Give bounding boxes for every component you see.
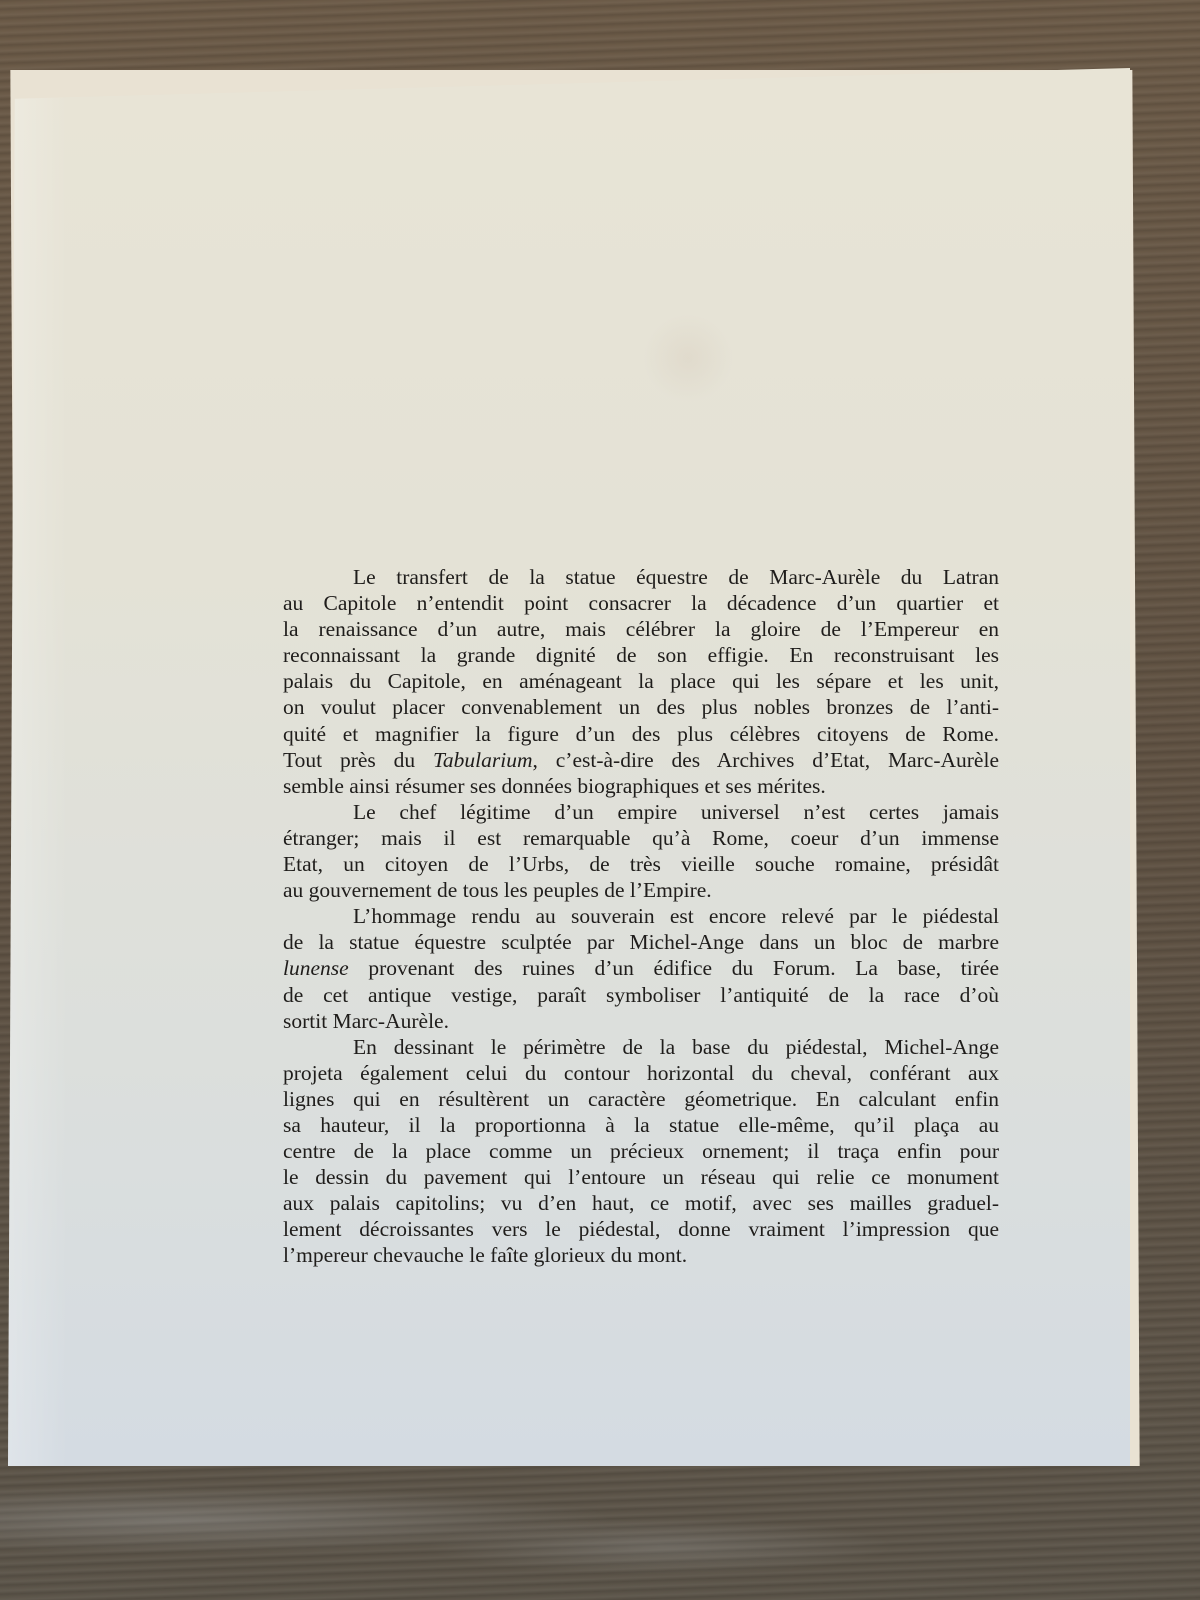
text-line: reconnaissant la grande dignité de son effigie. En reconstruisant les bbox=[283, 643, 999, 668]
text-line: lignes qui en résultèrent un caractère géometrique. En calculant enfin bbox=[283, 1086, 999, 1111]
text-line: au gouvernement de tous les peuples de l’Empire. bbox=[283, 878, 712, 903]
text-line: projeta également celui du contour horizontal du cheval, conférant aux bbox=[283, 1060, 999, 1085]
text-line: lement décroissantes vers le piédestal, donne vraiment l’impression que bbox=[283, 1217, 999, 1242]
text-line: quité et magnifier la figure d’un des plus célèbres citoyens de Rome. bbox=[283, 721, 999, 746]
text-line: la renaissance d’un autre, mais célébrer la gloire de l’Empereur en bbox=[283, 617, 999, 642]
text-line: lunense provenant des ruines d’un édifice du Forum. La base, tirée bbox=[283, 956, 999, 981]
text-line: palais du Capitole, en aménageant la place qui les sépare et les unit, bbox=[283, 669, 999, 694]
italic-term: lunense bbox=[283, 956, 349, 981]
text-line: étranger; mais il est remarquable qu’à Rome, coeur d’un immense bbox=[283, 825, 999, 850]
wooden-table-background bbox=[0, 1466, 1200, 1600]
text-line: on voulut placer convenablement un des plus nobles bronzes de l’anti- bbox=[283, 695, 999, 720]
text-line: au Capitole n’entendit point consacrer la décadence d’un quartier et bbox=[283, 591, 999, 616]
text-line: Le chef légitime d’un empire universel n’est certes jamais bbox=[353, 799, 999, 824]
text-line: semble ainsi résumer ses données biographiques et ses mérites. bbox=[283, 773, 826, 798]
text-line: centre de la place comme un précieux ornement; il traça enfin pour bbox=[283, 1139, 999, 1164]
paragraph bbox=[283, 903, 999, 1033]
text-line: le dessin du pavement qui l’entoure un réseau qui relie ce monument bbox=[283, 1165, 999, 1190]
text-line: L’hommage rendu au souverain est encore relevé par le piédestal bbox=[353, 904, 999, 929]
paper-stain bbox=[643, 313, 733, 403]
paragraph bbox=[283, 799, 999, 903]
text-line: Etat, un citoyen de l’Urbs, de très vieille souche romaine, présidât bbox=[283, 852, 999, 877]
text-line: sortit Marc-Aurèle. bbox=[283, 1008, 449, 1033]
paragraph bbox=[283, 1034, 999, 1269]
text-line: de la statue équestre sculptée par Michel-Ange dans un bloc de marbre bbox=[283, 930, 999, 955]
text-line: sa hauteur, il la proportionna à la statue elle-même, qu’il plaça au bbox=[283, 1112, 999, 1137]
paragraph bbox=[283, 564, 999, 799]
text-line: aux palais capitolins; vu d’en haut, ce motif, avec ses mailles graduel- bbox=[283, 1191, 999, 1216]
text-line: de cet antique vestige, paraît symboliser l’antiquité de la race d’où bbox=[283, 982, 999, 1007]
text-line: En dessinant le périmètre de la base du piédestal, Michel-Ange bbox=[353, 1034, 999, 1059]
text-line: Le transfert de la statue équestre de Marc-Aurèle du Latran bbox=[353, 565, 999, 589]
text-line: Tout près du Tabularium, c’est-à-dire des Archives d’Etat, Marc-Aurèle bbox=[283, 747, 999, 772]
italic-term: Tabularium bbox=[432, 747, 533, 772]
body-text bbox=[283, 564, 999, 1269]
text-line: l’mpereur chevauche le faîte glorieux du mont. bbox=[283, 1243, 688, 1268]
